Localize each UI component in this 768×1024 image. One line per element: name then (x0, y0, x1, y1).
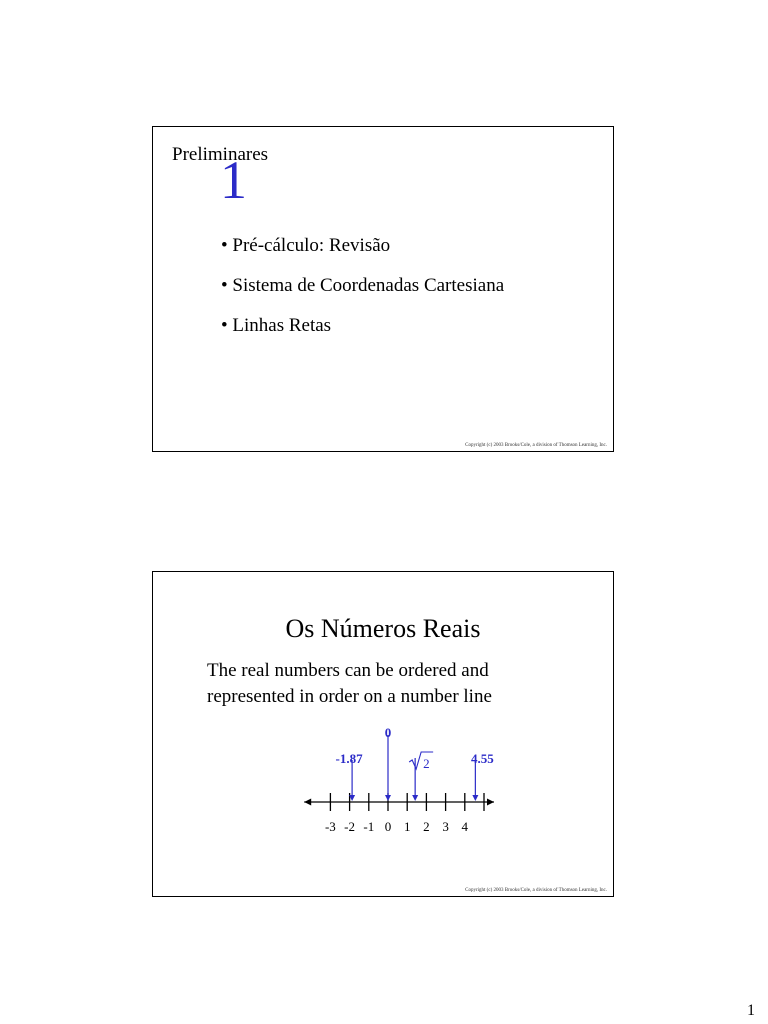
number-line-diagram (153, 572, 612, 895)
bullet-list (221, 235, 504, 355)
bullet-item: • Pré-cálculo: Revisão (221, 235, 391, 256)
copyright-notice: Copyright (c) 2003 Brooks/Cole, a division of Thomson Learning, Inc. (465, 443, 607, 448)
tick-label: -3 (324, 819, 336, 834)
sqrt-label (409, 752, 433, 771)
tick-label: -2 (344, 819, 356, 834)
bullet-item: • Sistema de Coordenadas Cartesiana (221, 275, 505, 296)
bullet-item: • Linhas Retas (221, 315, 332, 336)
chapter-number: 1 (220, 150, 247, 210)
slide-real-numbers (152, 571, 614, 897)
slide-title: Os Números Reais (285, 614, 481, 643)
marker-label: 4.55 (470, 751, 494, 766)
tick-label: 3 (442, 819, 449, 834)
marker-arrowhead-icon (412, 795, 418, 801)
tick-label: -1 (363, 819, 375, 834)
marker-arrowhead-icon (385, 795, 391, 801)
text-line: The real numbers can be ordered and (207, 660, 489, 681)
tick-label: 0 (384, 819, 392, 834)
tick-label: 2 (423, 819, 430, 834)
marker-arrowhead-icon (472, 795, 478, 801)
text-line: represented in order on a number line (207, 686, 492, 707)
slide-title: Preliminares (172, 144, 269, 165)
marker-label: 0 (384, 725, 392, 740)
tick-label: 4 (461, 819, 469, 834)
copyright-notice: Copyright (c) 2003 Brooks/Cole, a division of Thomson Learning, Inc. (465, 888, 607, 893)
marker-label: -1.87 (335, 751, 363, 766)
marker-label: 2 (423, 756, 430, 771)
page-number: 1 (747, 1002, 755, 1019)
slide-preliminares (152, 126, 614, 452)
left-arrow-icon (304, 799, 311, 806)
right-arrow-icon (487, 799, 494, 806)
tick-label: 1 (403, 819, 411, 834)
